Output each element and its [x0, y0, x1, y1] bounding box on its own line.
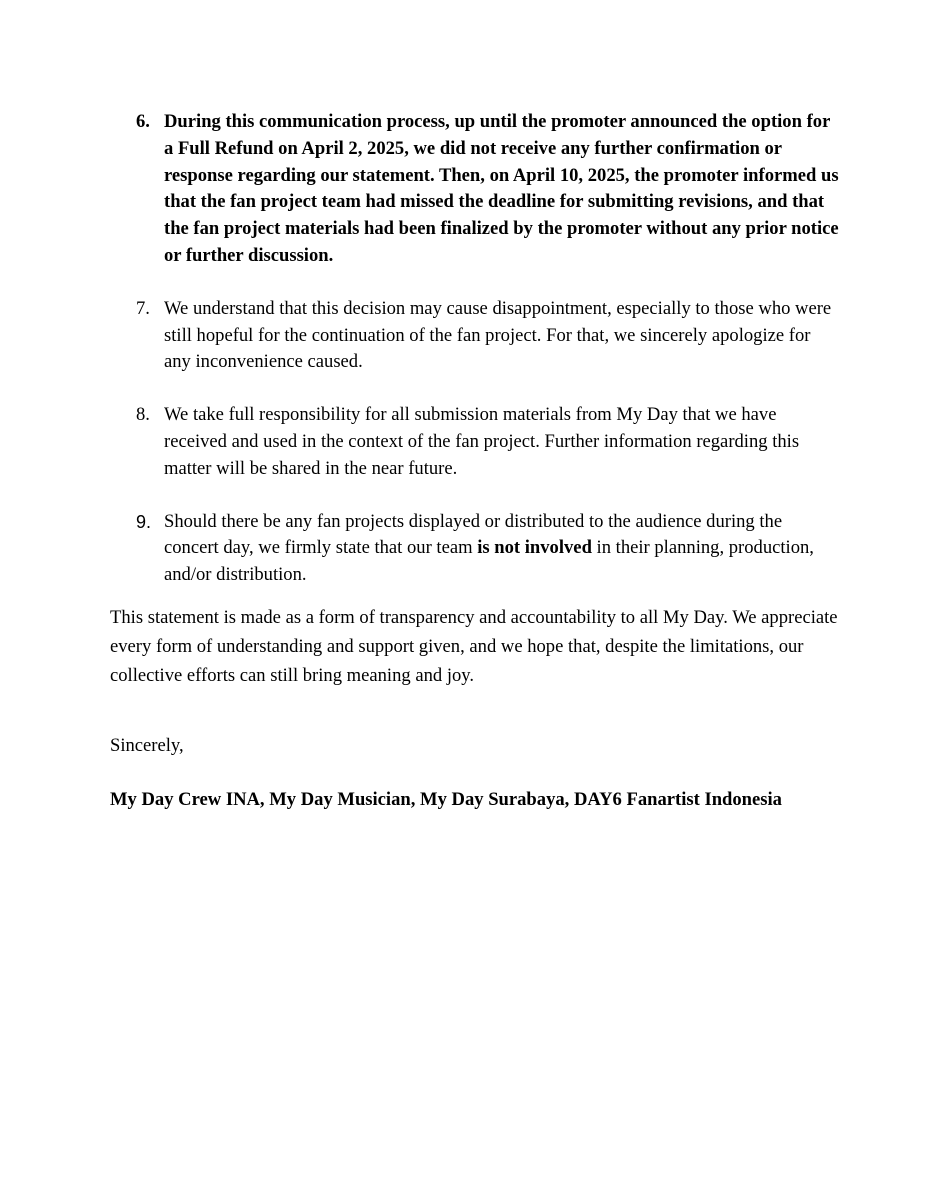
- list-item-text: [164, 509, 840, 589]
- list-item-text: During this communication process, up until the promoter announced the option for a Full Refund on April 2, 2025, we did not receive any further confirmation or response regarding our statement. Then, on April 10, 2025, the promoter informed us that the fan project team had missed the deadline for submitting revisions, and that the fan project materials had been finalized by the promoter without any prior notice or further discussion.: [164, 111, 839, 266]
- list-number: 8.: [136, 404, 150, 426]
- text-segment: in their planning, production, and/or distribution.: [164, 537, 814, 586]
- list-item-6: [110, 109, 840, 270]
- list-item-text: We take full responsibility for all submission materials from My Day that we have received and used in the context of the fan project. Further information regarding this matter will be shared in the near future.: [164, 404, 800, 479]
- list-number: 7.: [136, 297, 150, 319]
- emphasis-text: is not involved: [477, 537, 592, 559]
- list-number: 6.: [136, 111, 150, 132]
- list-item-8: [110, 402, 840, 482]
- list-item-text: We understand that this decision may cause disappointment, especially to those who were still hopeful for the continuation of the fan project. For that, we sincerely apologize for any inconvenience caused.: [164, 297, 832, 373]
- list-item-9: [110, 509, 840, 589]
- text-segment: Should there be any fan projects displayed or distributed to the audience during the concert day, we firmly state that our team: [164, 510, 783, 559]
- list-item-7: [110, 296, 840, 376]
- numbered-list: [110, 109, 840, 615]
- list-number: 9.: [136, 511, 152, 532]
- closing-paragraph: This statement is made as a form of transparency and accountability to all My Day. We appreciate every form of understanding and support given, and we hope that, despite the limitations, our collective efforts can still bring meaning and joy.: [110, 607, 838, 686]
- sign-off: Sincerely,: [110, 735, 184, 756]
- signatories: My Day Crew INA, My Day Musician, My Day Surabaya, DAY6 Fanartist Indonesia: [110, 789, 782, 810]
